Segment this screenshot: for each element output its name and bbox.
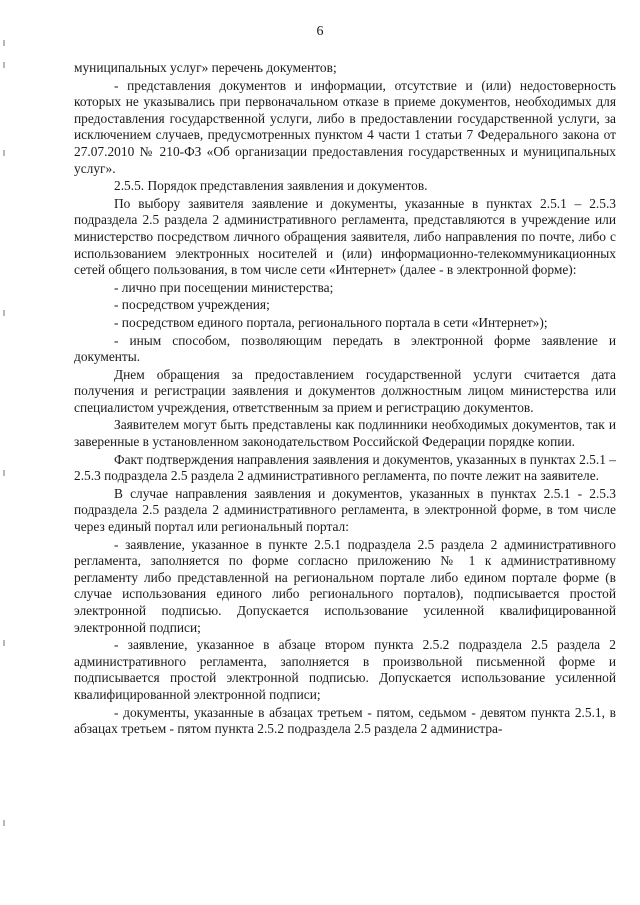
paragraph: Факт подтверждения направления заявления и документов, указанных в пунктах 2.5.1 – 2.5.3 подраздела 2.5 раздела 2 административного регламента, по почте лежит на заявителе. <box>74 451 616 484</box>
paragraph: Днем обращения за предоставлением государственной услуги считается дата получения и регистрации заявления и документов должностным лицом министерства или специалистом учреждения, ответственным за прием и регистрацию документов. <box>74 366 616 415</box>
paragraph: муниципальных услуг» перечень документов; <box>74 60 337 75</box>
binding-margin-marks <box>3 0 7 905</box>
section-heading: 2.5.5. Порядок представления заявления и документов. <box>114 178 428 194</box>
paragraph: - представления документов и информации, отсутствие и (или) недостоверность которых не указывались при первоначальном отказе в приеме документов, необходимых для предоставления государственной услуги, либо в предоставлении государственной услуги, за исключением случаев, предусмотренных пунктом 4 части 1 статьи 7 Федерального закона от 27.07.2010 № 210-ФЗ «Об организации предоставления государственных и муниципальных услуг». <box>74 77 616 176</box>
list-item: - посредством учреждения; <box>114 297 270 313</box>
document-body <box>74 60 616 739</box>
paragraph: В случае направления заявления и документов, указанных в пунктах 2.5.1 - 2.5.3 подраздела 2.5 раздела 2 административного регламента, в электронной форме, в том числе через единый портал или региональный портал: <box>74 485 616 535</box>
list-item: - посредством единого портала, регионального портала в сети «Интернет»); <box>114 314 548 330</box>
paragraph: По выбору заявителя заявление и документы, указанные в пунктах 2.5.1 – 2.5.3 подраздела 2.5 раздела 2 административного регламента, представляются в учреждение или министерство посредством личного обращения заявителя, либо направления по почте, либо с использованием электронных носителей и (или) информационно-телекоммуникационных сетей общего пользования, в том числе сети «Интернет» (далее - в электронной форме): <box>74 195 616 278</box>
list-item: - заявление, указанное в абзаце втором пункта 2.5.2 подраздела 2.5 раздела 2 административного регламента, заполняется в произвольной письменной форме и подписывается простой электронной подписью. Допускается использование усиленной квалифицированной электронной подписи; <box>74 637 616 702</box>
list-item: - заявление, указанное в пункте 2.5.1 подраздела 2.5 раздела 2 административного регламента, заполняется по форме согласно приложению № 1 к административному регламенту либо представленной на региональном портале либо едином портале форме (в случае использования единого либо регионального порталов), подписывается простой электронной подписью. Допускается использование усиленной квалифицированной электронной подписи; <box>74 536 616 635</box>
list-item: - документы, указанные в абзацах третьем - пятом, седьмом - девятом пункта 2.5.1, в абзацах третьем - пятом пункта 2.5.2 подраздела 2.5 раздела 2 администра- <box>74 704 616 737</box>
paragraph: Заявителем могут быть представлены как подлинники необходимых документов, так и заверенные в установленном законодательством Российской Федерации порядке копии. <box>74 417 616 450</box>
list-item: - иным способом, позволяющим передать в электронной форме заявление и документы. <box>74 332 616 365</box>
list-item: - лично при посещении министерства; <box>114 279 334 295</box>
page-number: 6 <box>316 24 324 39</box>
